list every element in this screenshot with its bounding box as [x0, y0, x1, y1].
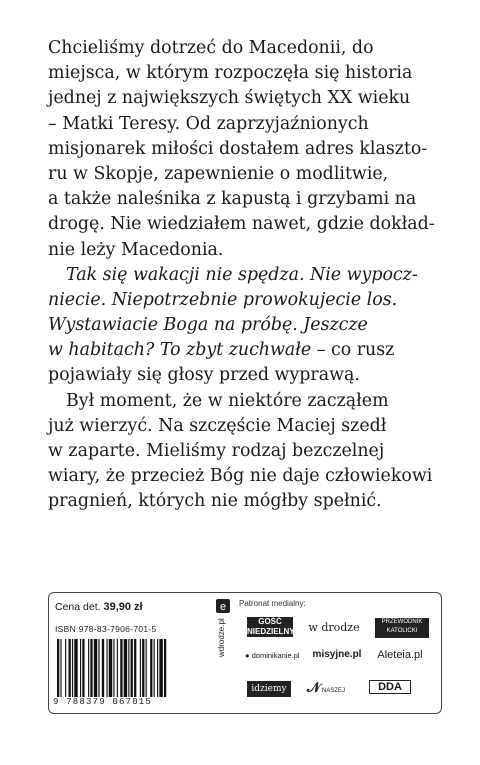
price-barcode-box — [48, 592, 442, 714]
text-line — [48, 36, 440, 61]
text-line-content: w habitach? To zbyt zuchwałe — [48, 340, 312, 361]
text-line-suffix: – co rusz — [311, 340, 395, 361]
text-line — [48, 389, 440, 414]
logo-gosc — [247, 617, 293, 637]
logo-nasza-text: NASZEJ — [322, 688, 346, 694]
text-line-content: niecie. Niepotrzebnie prowokujecie los. — [48, 289, 398, 310]
isbn-label: ISBN 978-83-7906-701-5 — [55, 624, 157, 634]
logo-wdrodze-text: w drodze — [308, 621, 360, 634]
text-line — [48, 263, 440, 288]
barcode-bar — [154, 639, 155, 697]
text-line-content: jednej z największych świętych XX wieku — [48, 88, 411, 109]
barcode-bar — [134, 639, 136, 697]
logo-gosc-text: GOŚĆ NIEDZIELNY — [247, 617, 295, 636]
barcode-bar — [106, 639, 107, 697]
barcode-bar — [80, 639, 81, 697]
logo-idziemy — [247, 681, 291, 697]
text-line-content: w zaparte. Mieliśmy rodzaj bezczelnej — [48, 441, 385, 461]
text-line-content: pojawiały się głosy przed wyprawą. — [48, 365, 360, 386]
barcode-bar — [128, 639, 129, 697]
barcode-bar — [57, 639, 59, 697]
text-line — [48, 288, 440, 313]
text-line-content: Chcieliśmy dotrzeć do Macedonii, do — [48, 38, 374, 58]
text-line — [48, 86, 440, 111]
text-line — [48, 137, 440, 162]
text-line-content: ru w Skopje, zapewnienie o modlitwie, — [48, 163, 389, 184]
body-text — [48, 36, 440, 515]
text-line — [48, 313, 440, 338]
text-line-content: nie leży Macedonia. — [48, 239, 224, 260]
logo-nasza-mark: 𝒩 — [306, 679, 321, 695]
barcode-bar — [120, 639, 122, 697]
text-line-content: drogę. Nie wiedziałem nawet, gdzie dokład- — [48, 214, 435, 235]
svg-text:e: e — [219, 601, 227, 613]
barcode-bar — [90, 639, 92, 697]
price — [55, 601, 143, 613]
text-line-content: – Matki Teresy. Od zaprzyjaźnionych — [48, 113, 369, 134]
text-line-content: a także naleśnika z kapustą i grzybami na — [48, 189, 417, 210]
logo-dda-text: DDA — [378, 681, 402, 693]
barcode-bar — [94, 639, 97, 697]
barcode-digits: 9 788379 067015 — [53, 697, 153, 707]
logo-dominikanie-text: dominikanie.pl — [251, 651, 300, 660]
text-line — [48, 212, 440, 237]
barcode-bar — [72, 639, 73, 697]
publisher-vertical-text: wdrodze.pl — [217, 618, 226, 657]
barcode-bar — [98, 639, 99, 697]
text-line-content: pragnień, których nie mógłby spełnić. — [48, 491, 382, 512]
logo-wdrodze — [307, 621, 361, 634]
logo-przewodnik — [375, 618, 429, 638]
text-line — [48, 162, 440, 187]
text-line-content: już wierzyć. Na szczęście Maciej szedł — [48, 415, 387, 436]
barcode-bar — [102, 639, 104, 697]
barcode-bar — [157, 639, 158, 697]
text-line — [48, 238, 440, 263]
price-value: 39,90 zł — [103, 601, 143, 613]
logo-aleteia-text: Aleteia.pl — [377, 649, 423, 661]
text-line — [48, 363, 440, 388]
barcode-bar — [109, 639, 112, 697]
text-line-content: miejsca, w którym rozpoczęła się historia — [48, 63, 413, 84]
text-line — [48, 414, 440, 439]
barcode-bar — [88, 639, 89, 697]
barcode-bar — [69, 639, 71, 697]
barcode-bar — [74, 639, 77, 697]
barcode-bar — [164, 639, 166, 697]
text-line — [48, 338, 440, 363]
logo-misyjne-text: misyjne.pl — [312, 649, 362, 660]
barcode-bar — [65, 639, 66, 697]
logo-przewodnik-text: PRZEWODNIK KATOLICKI — [381, 619, 423, 634]
barcode-bar — [117, 639, 118, 697]
logo-misyjne — [311, 649, 363, 660]
text-line — [48, 61, 440, 86]
text-line-content: Był moment, że w niektóre zacząłem — [66, 390, 389, 411]
barcode-bar — [142, 639, 144, 697]
barcode-bar — [131, 639, 133, 697]
barcode-bar — [60, 639, 61, 697]
logo-nasza — [301, 679, 351, 696]
text-line — [48, 439, 440, 464]
logo-dda — [369, 680, 411, 694]
barcode-bar — [150, 639, 152, 697]
logo-idziemy-text: idziemy — [251, 684, 287, 694]
barcode-bar — [140, 639, 141, 697]
text-line-content: wiary, że przecież Bóg nie daje człowiekowi — [48, 466, 433, 487]
text-line-content: Wystawiacie Boga na próbę. Jeszcze — [48, 315, 368, 336]
text-line — [48, 464, 440, 489]
logo-aleteia — [371, 649, 429, 661]
text-line — [48, 187, 440, 212]
barcode-bar — [82, 639, 84, 697]
text-line-content: misjonarek miłości dostałem adres klaszto- — [48, 138, 428, 159]
text-line — [48, 489, 440, 514]
text-line-content: Tak się wakacji nie spędza. Nie wypocz- — [66, 264, 418, 285]
barcode-bar — [146, 639, 147, 697]
barcode-bar — [124, 639, 127, 697]
barcode-bar — [113, 639, 114, 697]
logo-dominikanie: ● dominikanie.pl — [245, 651, 300, 660]
price-label: Cena det. — [55, 601, 101, 613]
text-line — [48, 112, 440, 137]
barcode — [55, 639, 213, 697]
barcode-bar — [159, 639, 162, 697]
patronat-label: Patronat medialny: — [239, 599, 306, 608]
